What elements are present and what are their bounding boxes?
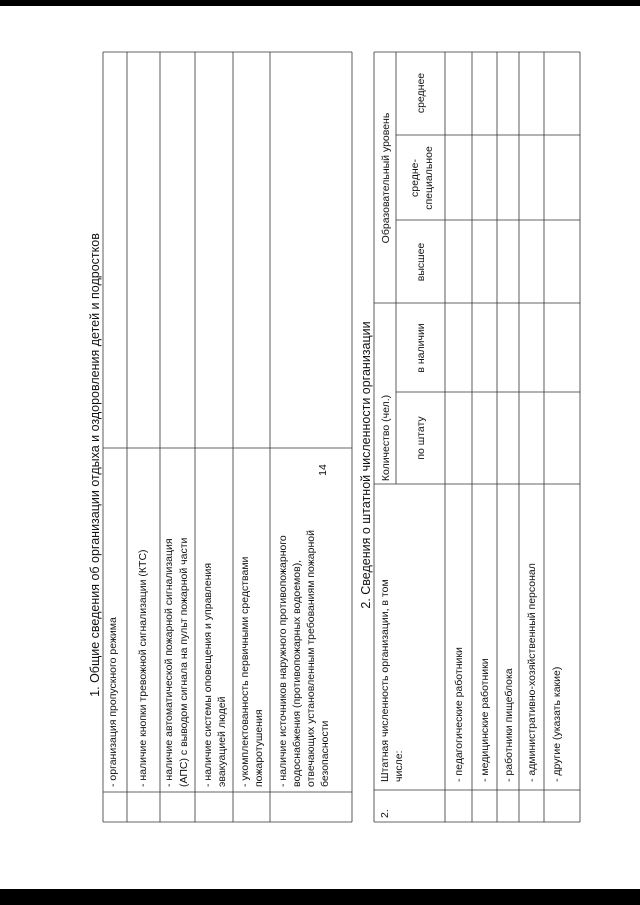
s2-row-pedagogical: - педагогические работники <box>453 647 465 782</box>
s2-row-medical: - медицинские работники <box>479 658 491 782</box>
s1-row-3-line-2: (АПС) с выводом сигнала на пульт пожарной части <box>178 537 190 787</box>
s1-row-6-line-3: отвечающих установленным требованиям пожарной <box>305 530 317 787</box>
s2-main-row-line-1: Штатная численность организации, в том <box>379 579 391 782</box>
s2-col-higher: высшее <box>415 242 427 282</box>
section-1-title: 1. Общие сведения об организации отдыха и оздоровления детей и подростков <box>88 233 102 697</box>
s1-row-6-line-1: - наличие источников наружного противопожарного <box>277 535 289 787</box>
s2-group-quantity: Количество (чел.) <box>380 394 392 482</box>
section-2-title: 2. Сведения о штатной численности организации <box>359 321 373 609</box>
s2-row-administrative: - административно-хозяйственный персонал <box>526 563 538 782</box>
s1-row-5-line-1: - укомплектованность первичными средствами <box>239 556 251 787</box>
s2-col-secondary-special-2: специальное <box>423 146 435 210</box>
section-2-grid <box>374 52 580 822</box>
section-2-table <box>379 73 563 818</box>
section-1-table <box>107 530 331 787</box>
page-number: 14 <box>317 464 329 476</box>
s2-row-other: - другие (указать какие) <box>551 666 563 782</box>
s2-col-secondary-special-1: средне- <box>409 159 421 197</box>
s1-row-6-line-2: водоснабжения (противопожарных водоемов), <box>291 559 303 787</box>
s1-row-2-line-1: - наличие кнопки тревожной сигнализации (КТС) <box>137 549 149 787</box>
s1-row-5-line-2: пожаротушения <box>253 709 265 787</box>
s1-row-3-line-1: - наличие автоматической пожарной сигнализация <box>163 538 175 787</box>
s2-group-education: Образовательный уровень <box>380 112 392 244</box>
s2-col-by-staff: по штату <box>415 416 427 460</box>
s2-row-catering: - работники пищеблока <box>503 668 515 782</box>
s1-row-6-line-4: безопасности <box>319 720 331 787</box>
s1-row-4-line-2: эвакуацией людей <box>216 696 228 787</box>
s2-row-number: 2. <box>379 809 391 818</box>
s2-col-present: в наличии <box>415 323 427 373</box>
s2-col-secondary: среднее <box>415 72 427 114</box>
s2-main-row-line-2: числе: <box>393 750 405 782</box>
s1-row-4-line-1: - наличие системы оповещения и управления <box>202 562 214 787</box>
s1-row-1-line-1: - организация пропускного режима <box>107 617 119 787</box>
